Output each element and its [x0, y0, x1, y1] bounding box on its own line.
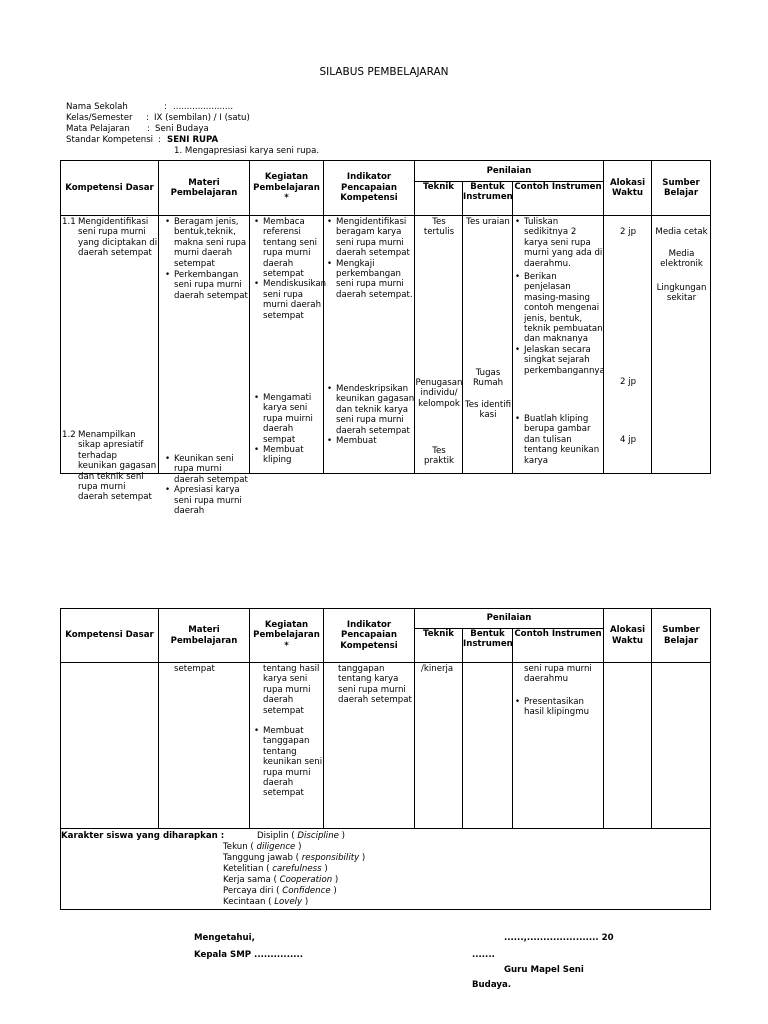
karakter-label: Karakter siswa yang diharapkan :: [61, 831, 225, 841]
header-label-subject: Mata Pelajaran: [66, 124, 130, 134]
materi-continuation: setempat: [174, 664, 215, 674]
karakter-item: Tekun ( diligence ): [223, 842, 302, 852]
header-label-school: Nama Sekolah: [66, 102, 128, 112]
kd-2-text: Menampilkan sikap apresiatif terhadap keunikan gagasan dan teknik seni rupa murni daerah setempat: [78, 430, 157, 503]
materi-item: • Beragam jenis, bentuk,teknik, makna seni rupa murni daerah setempat: [165, 217, 248, 269]
col-header-materi: Materi Pembelajaran: [159, 609, 250, 663]
col-header-alokasi: Alokasi Waktu: [604, 161, 652, 216]
sumber-2: Media elektronik: [660, 249, 703, 270]
contoh-item: • Berikan penjelasan masing-masing contoh mengenai jenis, bentuk, teknik pembuatan dan maknanya: [515, 272, 603, 345]
header-sep-class: :: [146, 113, 149, 123]
teknik-continuation: /kinerja: [421, 664, 454, 674]
col-header-alokasi: Alokasi Waktu: [604, 609, 652, 663]
indikator-continuation: tanggapan tentang karya seni rupa murni daerah setempat: [338, 664, 412, 706]
signature-teacher-role: Guru Mapel Seni: [504, 965, 584, 975]
header-value-class: IX (sembilan) / I (satu): [154, 113, 250, 123]
header-sep-subject: :: [147, 124, 150, 134]
cell-sumber: [652, 216, 711, 474]
header-sep-school: :: [164, 102, 167, 112]
karakter-item: Tanggung jawab ( responsibility ): [223, 853, 366, 863]
cell-alokasi: [604, 663, 652, 829]
cell-bentuk: [463, 663, 513, 829]
materi-item: • Keunikan seni rupa murni daerah setempat: [165, 454, 248, 485]
col-header-kegiatan: Kegiatan Pembelajaran *: [250, 161, 324, 216]
cell-bentuk: [463, 216, 513, 474]
alokasi-1: 2 jp: [619, 227, 637, 237]
sumber-1: Media cetak: [655, 227, 708, 237]
header-value-subject: Seni Budaya: [155, 124, 209, 134]
alokasi-2: 2 jp: [619, 377, 637, 387]
header-sep-sk: :: [158, 135, 161, 145]
col-header-bentuk: Bentuk Instrumen: [463, 182, 513, 216]
kd-2-number: 1.2: [62, 430, 76, 440]
col-header-teknik: Teknik: [415, 182, 463, 216]
syllabus-table-page-1: [60, 160, 711, 517]
karakter-item: Kecintaan ( Lovely ): [223, 897, 309, 907]
col-header-indikator: Indikator Pencapaian Kompetensi: [324, 161, 415, 216]
header-label-class: Kelas/Semester: [66, 113, 133, 123]
kd-1-text: Mengidentifikasi seni rupa murni yang diciptakan di daerah setempat: [78, 217, 158, 259]
col-header-bentuk: Bentuk Instrumen: [463, 629, 513, 663]
karakter-item: Disiplin ( Discipline ): [257, 831, 346, 841]
contoh-item: • Jelaskan secara singkat sejarah perkembangannya: [515, 345, 603, 376]
bentuk-3: Tes identifikasi: [464, 400, 512, 421]
col-header-kd: Kompetensi Dasar: [61, 609, 159, 663]
teknik-2: Penugasan individu/ kelompok: [415, 378, 463, 409]
col-header-penilaian: Penilaian: [415, 161, 604, 182]
kegiatan-item: • Membuat kliping: [254, 445, 324, 466]
teknik-3: Tes praktik: [424, 446, 454, 467]
alokasi-3: 4 jp: [619, 435, 637, 445]
karakter-item: Percaya diri ( Confidence ): [223, 886, 337, 896]
header-value-sk: SENI RUPA: [167, 135, 219, 145]
materi-item: • Perkembangan seni rupa murni daerah setempat: [165, 270, 248, 301]
header-label-sk: Standar Kompetensi: [66, 135, 154, 145]
signature-teacher-role-cont: Budaya.: [472, 980, 512, 990]
cell-indikator: [324, 216, 415, 474]
cell-kegiatan: [250, 216, 327, 474]
cell-contoh: [513, 663, 604, 829]
contoh-continuation: seni rupa murni daerahmu: [524, 664, 592, 685]
kegiatan-item: • Membaca referensi tentang seni rupa murni daerah setempat: [254, 217, 324, 279]
syllabus-table-page-2: [60, 608, 711, 829]
contoh-item: • Buatlah kliping berupa gambar dan tulisan tentang keunikan karya: [515, 414, 603, 466]
sk-detail: 1. Mengapresiasi karya seni rupa.: [174, 146, 320, 156]
cell-alokasi: [604, 216, 652, 474]
bentuk-1: Tes uraian: [466, 217, 510, 227]
col-header-penilaian: Penilaian: [415, 609, 604, 629]
teknik-1: Tes tertulis: [423, 217, 455, 238]
header-value-school: ......................: [173, 102, 234, 112]
col-header-teknik: Teknik: [415, 629, 463, 663]
cell-kegiatan: [250, 663, 324, 829]
cell-teknik: [415, 663, 463, 829]
signature-principal: Kepala SMP ...............: [194, 950, 304, 960]
signature-date: ......,...................... 20: [504, 933, 614, 943]
indikator-item: • Membuat: [327, 436, 415, 446]
indikator-item: • Mengkaji perkembangan seni rupa murni daerah setempat.: [327, 259, 415, 301]
karakter-item: Ketelitian ( carefulness ): [223, 864, 328, 874]
cell-materi: [159, 663, 250, 829]
kegiatan-item: • Mengamati karya seni rupa muirni daerah sempat: [254, 393, 324, 445]
cell-indikator: [324, 663, 415, 829]
indikator-item: • Mendeskripsikan keunikan gagasan dan teknik karya seni rupa murni daerah setempat: [327, 384, 415, 436]
sumber-3: Lingkungan sekitar: [656, 283, 707, 304]
col-header-sumber: Sumber Belajar: [652, 161, 711, 216]
signature-acknowledged: Mengetahui,: [194, 933, 255, 943]
col-header-kegiatan: Kegiatan Pembelajaran *: [250, 609, 324, 663]
page-title: SILABUS PEMBELAJARAN: [319, 66, 449, 78]
col-header-contoh: Contoh Instrumen: [513, 629, 604, 663]
kegiatan-item: • Membuat tanggapan tentang keunikan seni rupa murni daerah setempat: [254, 726, 324, 799]
cell-kd: [61, 663, 159, 829]
contoh-item: • Tuliskan sedikitnya 2 karya seni rupa murni yang ada di daerahmu.: [515, 217, 603, 269]
kd-1-number: 1.1: [62, 217, 76, 227]
kegiatan-item: • Mendiskusikan seni rupa murni daerah setempat: [254, 279, 324, 321]
cell-materi: [159, 216, 250, 517]
cell-contoh: [513, 216, 604, 474]
col-header-materi: Materi Pembelajaran: [159, 161, 250, 216]
cell-kd: [61, 216, 159, 503]
cell-sumber: [652, 663, 711, 829]
materi-item: • Apresiasi karya seni rupa murni daerah: [165, 485, 248, 516]
indikator-item: • Mengidentifikasi beragam karya seni rupa murni daerah setempat: [327, 217, 415, 259]
karakter-item: Kerja sama ( Cooperation ): [223, 875, 339, 885]
col-header-contoh: Contoh Instrumen: [513, 182, 604, 216]
col-header-indikator: Indikator Pencapaian Kompetensi: [324, 609, 415, 663]
bentuk-2: Tugas Rumah: [472, 368, 504, 389]
kegiatan-continuation: tentang hasil karya seni rupa murni daerah setempat: [263, 664, 320, 716]
col-header-kd: Kompetensi Dasar: [61, 161, 159, 216]
signature-dots: .......: [472, 950, 495, 960]
contoh-item: • Presentasikan hasil klipingmu: [515, 697, 603, 718]
karakter-box: [60, 829, 711, 910]
cell-teknik: [415, 216, 463, 474]
col-header-sumber: Sumber Belajar: [652, 609, 711, 663]
